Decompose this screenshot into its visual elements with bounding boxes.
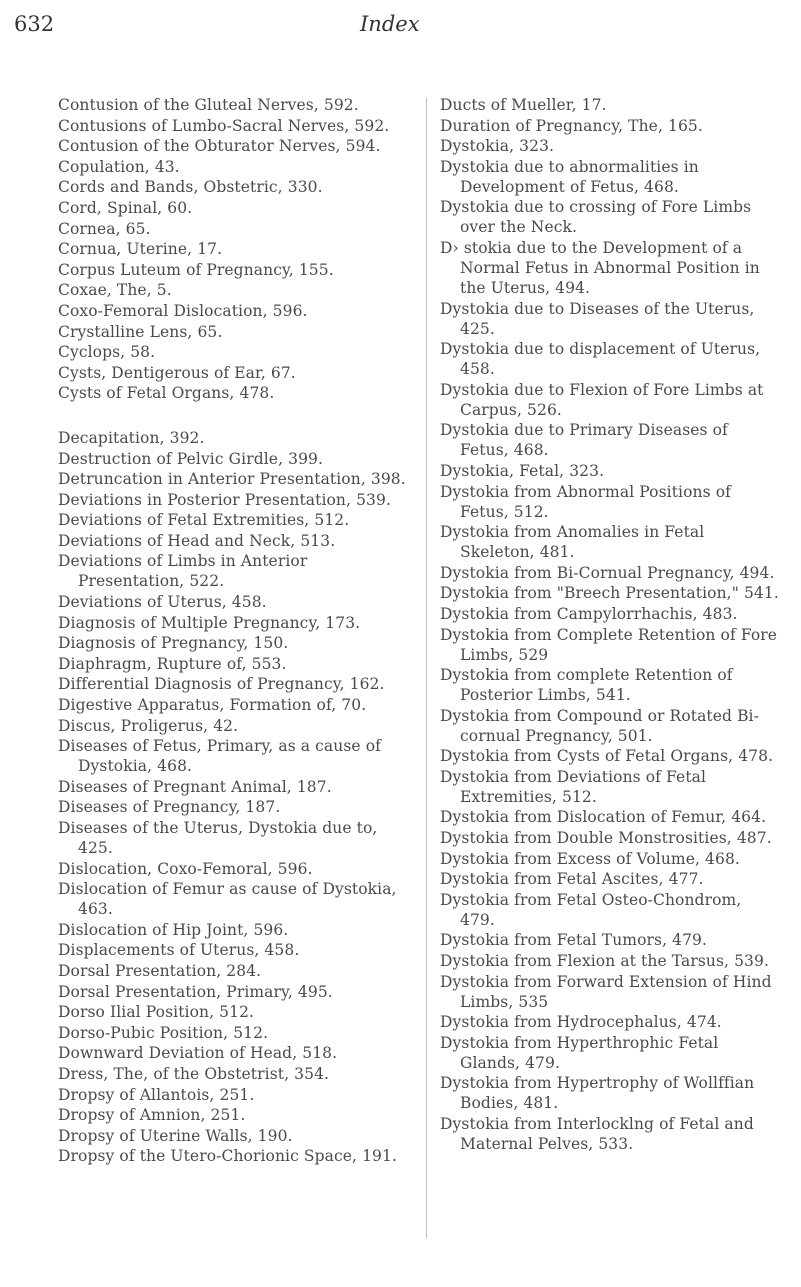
index-entry: Digestive Apparatus, Formation of, 70. bbox=[58, 696, 367, 715]
index-entry: Cyclops, 58. bbox=[58, 343, 156, 362]
index-entry: Dystokia from Anomalies in Fetal Skeleton, 481. bbox=[440, 523, 705, 562]
group-spacer bbox=[58, 404, 413, 428]
index-entry: Dystokia from Hypertrophy of Wollffian Bodies, 481. bbox=[440, 1074, 755, 1113]
index-entry: Dystokia from Bi-Cornual Pregnancy, 494. bbox=[440, 563, 775, 582]
index-column-left bbox=[58, 95, 413, 1167]
index-entry: Dystokia, 323. bbox=[440, 137, 555, 156]
index-entry: Dorsal Presentation, Primary, 495. bbox=[58, 982, 333, 1001]
index-entry: Dystokia due to Flexion of Fore Limbs at Carpus, 526. bbox=[440, 380, 764, 419]
index-entry: Crystalline Lens, 65. bbox=[58, 322, 223, 341]
index-entry: Downward Deviation of Head, 518. bbox=[58, 1044, 338, 1063]
index-entry: Diseases of Pregnant Animal, 187. bbox=[58, 777, 332, 796]
index-entry: Dystokia, Fetal, 323. bbox=[440, 461, 605, 480]
index-entry: Dystokia from Campylorrhachis, 483. bbox=[440, 604, 738, 623]
index-entry: Dystokia from Forward Extension of Hind Limbs, 535 bbox=[440, 972, 772, 1011]
index-entry: Dystokia from Dislocation of Femur, 464. bbox=[440, 808, 767, 827]
column-divider bbox=[426, 98, 427, 1238]
index-entry: Deviations of Head and Neck, 513. bbox=[58, 531, 336, 550]
index-entry: Dystokia from Cysts of Fetal Organs, 478. bbox=[440, 747, 774, 766]
index-entry: Dislocation of Femur as cause of Dystokia, 463. bbox=[58, 880, 397, 919]
index-entry: Diaphragm, Rupture of, 553. bbox=[58, 654, 287, 673]
index-entry: Dystokia from complete Retention of Posterior Limbs, 541. bbox=[440, 666, 733, 705]
index-entry: Cornua, Uterine, 17. bbox=[58, 240, 223, 259]
index-entry: Dystokia from Abnormal Positions of Fetus, 512. bbox=[440, 482, 731, 521]
index-entry: Diseases of the Uterus, Dystokia due to, 425. bbox=[58, 819, 378, 857]
index-entry: Dystokia from Flexion at the Tarsus, 539. bbox=[440, 952, 769, 971]
index-entry: Cord, Spinal, 60. bbox=[58, 198, 193, 217]
index-entry: Dystokia from Hydrocephalus, 474. bbox=[440, 1013, 722, 1032]
index-entry: Dystokia due to Primary Diseases of Fetus, 468. bbox=[440, 421, 728, 460]
index-entry: Dropsy of Amnion, 251. bbox=[58, 1106, 246, 1125]
index-entry: Discus, Proligerus, 42. bbox=[58, 716, 239, 735]
index-entry: Deviations of Limbs in Anterior Presentation, 522. bbox=[58, 552, 308, 591]
index-entry: Dystokia due to displacement of Uterus, 458. bbox=[440, 340, 761, 379]
index-entry: Dystokia from Compound or Rotated Bi-cornual Pregnancy, 501. bbox=[440, 706, 759, 745]
index-entry: Dystokia from Fetal Osteo-Chondrom, 479. bbox=[440, 890, 742, 929]
index-entry: Dystokia due to Diseases of the Uterus, 425. bbox=[440, 299, 755, 338]
running-title: Index bbox=[360, 12, 420, 36]
page-number: 632 bbox=[14, 12, 55, 36]
page-header bbox=[0, 8, 801, 48]
index-entry: Cysts of Fetal Organs, 478. bbox=[58, 384, 275, 403]
index-entry: Coxo-Femoral Dislocation, 596. bbox=[58, 301, 308, 320]
index-entry: Displacements of Uterus, 458. bbox=[58, 941, 300, 960]
index-entry: Dropsy of Allantois, 251. bbox=[58, 1085, 255, 1104]
index-entry: Cords and Bands, Obstetric, 330. bbox=[58, 178, 323, 197]
index-entry: Contusion of the Obturator Nerves, 594. bbox=[58, 137, 381, 156]
index-entry: Diagnosis of Multiple Pregnancy, 173. bbox=[58, 613, 361, 632]
index-entry: Diseases of Pregnancy, 187. bbox=[58, 798, 281, 817]
index-entry: Dystokia due to abnormalities in Development of Fetus, 468. bbox=[440, 157, 699, 196]
index-entry: Corpus Luteum of Pregnancy, 155. bbox=[58, 260, 334, 279]
index-entry: Dorsal Presentation, 284. bbox=[58, 961, 262, 980]
index-entry: Decapitation, 392. bbox=[58, 428, 205, 447]
index-entry: Diseases of Fetus, Primary, as a cause of Dystokia, 468. bbox=[58, 737, 381, 776]
index-entry: Copulation, 43. bbox=[58, 157, 180, 176]
index-entry: Dress, The, of the Obstetrist, 354. bbox=[58, 1064, 330, 1083]
index-entry: Contusions of Lumbo-Sacral Nerves, 592. bbox=[58, 116, 390, 135]
index-entry: D› stokia due to the Development of a Normal Fetus in Abnormal Position in the Uterus, 494. bbox=[440, 238, 760, 297]
index-entry: Cysts, Dentigerous of Ear, 67. bbox=[58, 363, 296, 382]
index-group-c bbox=[58, 95, 413, 403]
index-entry: Coxae, The, 5. bbox=[58, 281, 172, 300]
index-entry: Dystokia from Double Monstrosities, 487. bbox=[440, 829, 772, 848]
index-entry: Detruncation in Anterior Presentation, 398. bbox=[58, 470, 406, 489]
index-entry: Cornea, 65. bbox=[58, 219, 151, 238]
index-entry: Dislocation, Coxo-Femoral, 596. bbox=[58, 859, 313, 878]
index-entry: Differential Diagnosis of Pregnancy, 162. bbox=[58, 675, 385, 694]
index-entry: Dystokia from Interlocklng of Fetal and Maternal Pelves, 533. bbox=[440, 1115, 754, 1153]
index-entry: Ducts of Mueller, 17. bbox=[440, 96, 607, 114]
index-entry: Contusion of the Gluteal Nerves, 592. bbox=[58, 96, 359, 114]
index-entry: Duration of Pregnancy, The, 165. bbox=[440, 116, 703, 135]
index-entry: Dorso-Pubic Position, 512. bbox=[58, 1023, 269, 1042]
index-entry: Deviations in Posterior Presentation, 539. bbox=[58, 490, 391, 509]
index-entry: Destruction of Pelvic Girdle, 399. bbox=[58, 449, 324, 468]
index-entry: Dorso Ilial Position, 512. bbox=[58, 1003, 255, 1022]
index-group-d bbox=[58, 428, 413, 1166]
index-entry: Dystokia from Fetal Tumors, 479. bbox=[440, 931, 708, 950]
index-entry: Dystokia from Hyperthrophic Fetal Glands, 479. bbox=[440, 1033, 719, 1072]
index-entry: Dislocation of Hip Joint, 596. bbox=[58, 920, 289, 939]
index-entry: Dystokia from Excess of Volume, 468. bbox=[440, 849, 740, 868]
index-entry: Dystokia from Complete Retention of Fore Limbs, 529 bbox=[440, 625, 778, 664]
index-entry: Diagnosis of Pregnancy, 150. bbox=[58, 634, 289, 653]
index-entry: Dropsy of the Utero-Chorionic Space, 191. bbox=[58, 1147, 397, 1166]
index-entry: Dystokia from "Breech Presentation," 541. bbox=[440, 584, 779, 603]
index-entry: Dystokia due to crossing of Fore Limbs over the Neck. bbox=[440, 198, 752, 237]
index-entry: Deviations of Uterus, 458. bbox=[58, 593, 267, 612]
index-entry: Dystokia from Deviations of Fetal Extremities, 512. bbox=[440, 767, 707, 806]
index-entry: Dystokia from Fetal Ascites, 477. bbox=[440, 870, 704, 889]
index-entry: Deviations of Fetal Extremities, 512. bbox=[58, 511, 350, 530]
index-column-right bbox=[440, 95, 780, 1155]
index-entry: Dropsy of Uterine Walls, 190. bbox=[58, 1126, 293, 1145]
